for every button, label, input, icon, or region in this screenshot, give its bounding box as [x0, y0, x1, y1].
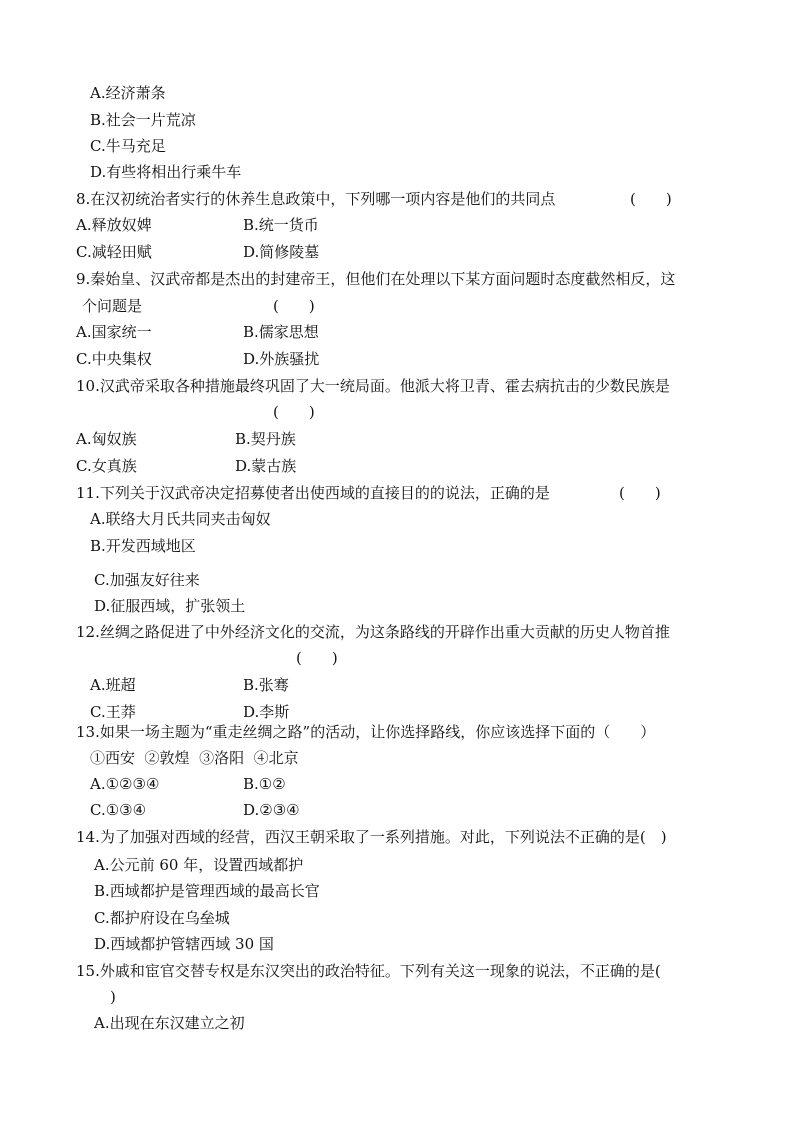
q9-stem-line1: 9.秦始皇、汉武帝都是杰出的封建帝王，但他们在处理以下某方面问题时态度截然相反，这: [76, 270, 676, 288]
q11-answer-bracket: ( ): [619, 484, 661, 502]
q12-answer-bracket: ( ): [296, 649, 338, 667]
q15-stem-line1: 15.外戚和宦官交替专权是东汉突出的政治特征。下列有关这一现象的说法，不正确的是(: [76, 962, 661, 980]
q8-option-a: A.释放奴婢: [76, 216, 152, 234]
q8-option-c: C.减轻田赋: [76, 243, 152, 261]
q7-option-a: A.经济萧条: [90, 84, 166, 102]
q9-stem-line2: 个问题是: [82, 297, 143, 315]
q8-option-d: D.简修陵墓: [243, 243, 320, 261]
q12-stem: 12.丝绸之路促进了中外经济文化的交流，为这条路线的开辟作出重大贡献的历史人物首推: [76, 623, 670, 641]
q13-stem: 13.如果一场主题为“重走丝绸之路”的活动，让你选择路线，你应该选择下面的（ ）: [76, 723, 656, 741]
q11-option-c: C.加强友好往来: [94, 571, 200, 589]
q7-option-c: C.牛马充足: [90, 137, 166, 155]
q12-option-c: C.王莽: [90, 703, 136, 721]
q11-option-a: A.联络大月氏共同夹击匈奴: [90, 510, 271, 528]
q13-option-d: D.②③④: [243, 801, 300, 819]
q9-option-c: C.中央集权: [76, 350, 152, 368]
q14-option-d: D.西域都护管辖西域 30 国: [94, 935, 274, 953]
q8-answer-bracket: ( ): [630, 190, 672, 208]
q9-option-b: B.儒家思想: [243, 323, 319, 341]
q10-option-d: D.蒙古族: [235, 457, 297, 475]
q8-stem: 8.在汉初统治者实行的休养生息政策中，下列哪一项内容是他们的共同点: [76, 190, 556, 208]
q9-option-a: A.国家统一: [76, 323, 152, 341]
q11-option-b: B.开发西域地区: [90, 537, 196, 555]
q10-option-c: C.女真族: [76, 457, 137, 475]
q13-option-b: B.①②: [243, 775, 286, 793]
q11-stem: 11.下列关于汉武帝决定招募使者出使西域的直接目的的说法，正确的是: [76, 484, 550, 502]
q9-option-d: D.外族骚扰: [243, 350, 320, 368]
q13-route-items: ①西安 ②敦煌 ③洛阳 ④北京: [90, 749, 299, 767]
q10-option-b: B.契丹族: [235, 430, 296, 448]
q13-option-c: C.①③④: [90, 801, 147, 819]
q13-option-a: A.①②③④: [90, 775, 160, 793]
q11-option-d: D.征服西域，扩张领土: [94, 597, 246, 615]
q10-answer-bracket: ( ): [273, 403, 315, 421]
q10-option-a: A.匈奴族: [76, 430, 137, 448]
q7-option-b: B.社会一片荒凉: [90, 111, 196, 129]
q12-option-b: B.张骞: [243, 676, 289, 694]
q10-stem: 10.汉武帝采取各种措施最终巩固了大一统局面。他派大将卫青、霍去病抗击的少数民族是: [76, 377, 670, 395]
q8-option-b: B.统一货币: [243, 216, 319, 234]
q7-option-d: D.有些将相出行乘牛车: [90, 163, 242, 181]
q12-option-d: D.李斯: [243, 703, 290, 721]
q12-option-a: A.班超: [90, 676, 136, 694]
q14-option-c: C.都护府设在乌垒城: [94, 909, 230, 927]
q14-option-b: B.西域都护是管理西域的最高长官: [94, 882, 320, 900]
q14-option-a: A.公元前 60 年，设置西域都护: [94, 856, 304, 874]
q14-stem: 14.为了加强对西域的经营，西汉王朝采取了一系列措施。对此，下列说法不正确的是( ): [76, 828, 667, 846]
q9-answer-bracket: ( ): [273, 297, 315, 315]
q15-stem-line2: ): [110, 988, 116, 1006]
q15-option-a: A.出现在东汉建立之初: [94, 1014, 245, 1032]
